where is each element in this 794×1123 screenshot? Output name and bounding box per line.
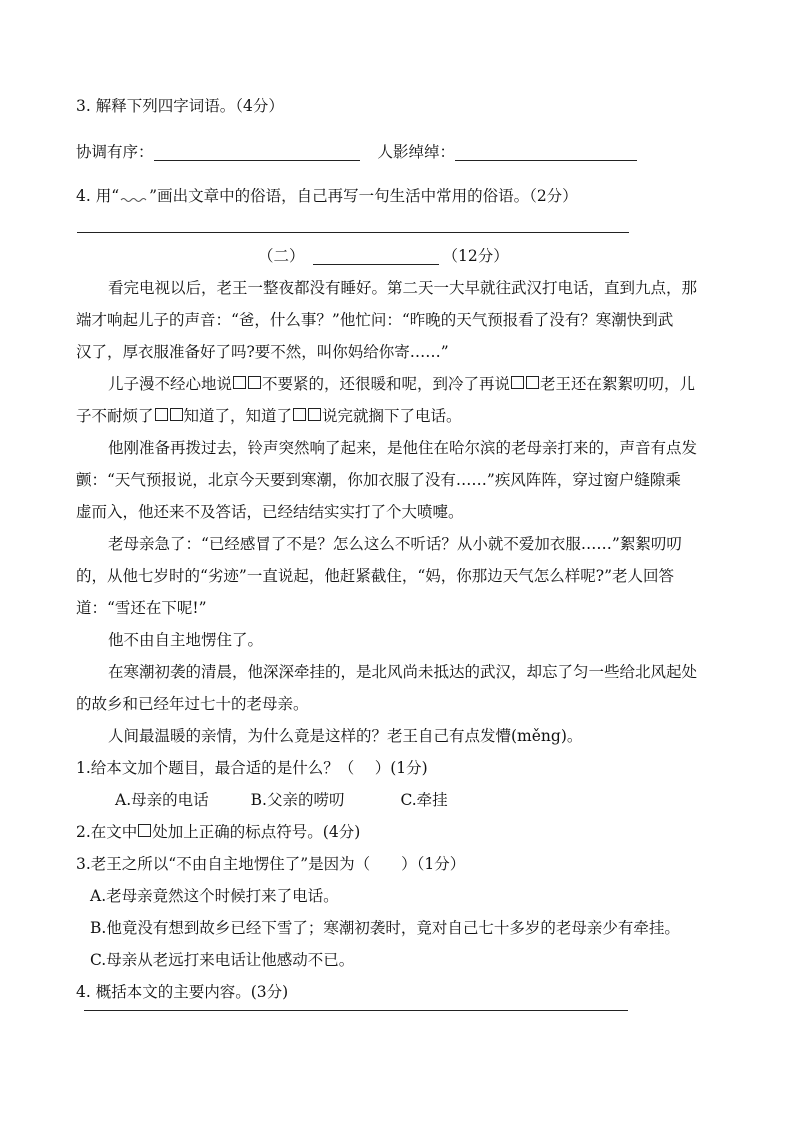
question-3-option-a[interactable]: A.老母亲竟然这个时候打来了电话。 xyxy=(90,887,339,905)
option-c[interactable]: C.牵挂 xyxy=(400,791,448,809)
question-4-heading: 4. 用“ ”画出文章中的俗语，自己再写一句生活中常用的俗语。（2分） xyxy=(76,187,578,205)
question-3: 3.老王之所以“不由自主地愣住了”是因为（ ）（1分） xyxy=(76,855,466,873)
passage-line: 他刚准备再拨过去，铃声突然响了起来，是他住在哈尔滨的老母亲打来的，声音有点发 xyxy=(108,439,698,457)
punctuation-box[interactable] xyxy=(248,376,261,389)
punctuation-box[interactable] xyxy=(511,376,524,389)
passage-line: 汉了，厚衣服准备好了吗?要不然，叫你妈给你寄……” xyxy=(76,343,449,361)
passage-line: 人间最温暖的亲情，为什么竟是这样的？老王自己有点发懵(měng)。 xyxy=(108,727,583,745)
passage-line: 看完电视以后，老王一整夜都没有睡好。第二天一大早就往武汉打电话，直到九点，那 xyxy=(108,279,698,297)
question-3-heading: 3. 解释下列四字词语。（4分） xyxy=(76,97,284,115)
question-3-terms-row xyxy=(76,142,637,162)
passage-line: 老母亲急了：“已经感冒了不是？怎么这么不听话？从小就不爱加衣服……”絮絮叨叨 xyxy=(108,535,682,553)
option-b[interactable]: B.父亲的唠叨 xyxy=(250,791,345,809)
punctuation-box[interactable] xyxy=(170,408,183,421)
punctuation-box[interactable] xyxy=(233,376,246,389)
question-4: 4. 概括本文的主要内容。(3分) xyxy=(76,983,289,1001)
punctuation-box-icon xyxy=(138,824,151,837)
term-label-2: 人影绰绰： xyxy=(377,143,456,161)
punctuation-box[interactable] xyxy=(293,408,306,421)
question-1: 1.给本文加个题目，最合适的是什么？（ ）(1分) xyxy=(76,759,428,777)
passage-line: 颤：“天气预报说，北京今天要到寒潮，你加衣服了没有……”疾风阵阵，穿过窗户缝隙乘 xyxy=(76,471,681,489)
answer-blank-term-1[interactable] xyxy=(154,144,360,161)
passage-line: 他不由自主地愣住了。 xyxy=(108,631,264,649)
term-label-1: 协调有序： xyxy=(76,143,154,161)
passage-line: 道：“雪还在下呢!” xyxy=(76,599,207,617)
question-1-options xyxy=(115,790,448,810)
passage-line: 虚而入，他还来不及答话，已经结结实实打了个大喷嚏。 xyxy=(76,503,464,521)
question-3-option-b[interactable]: B.他竟没有想到故乡已经下雪了；寒潮初袭时，竟对自己七十多岁的老母亲少有牵挂。 xyxy=(90,919,680,937)
answer-line-q4[interactable] xyxy=(77,232,629,233)
passage-line: 的，从他七岁时的“劣迹”一直说起，他赶紧截住，“妈，你那边天气怎么样呢?”老人回答 xyxy=(76,567,675,585)
question-2: 2.在文中 处加上正确的标点符号。(4分) xyxy=(76,823,361,841)
passage-line: 儿子漫不经心地说 不要紧的，还很暖和呢，到冷了再说 老王还在絮絮叨叨，儿 xyxy=(108,375,696,393)
wavy-underline-icon xyxy=(119,188,149,204)
passage-line: 端才响起儿子的声音：“爸，什么事？”他忙问：“昨晚的天气预报看了没有？寒潮快到武 xyxy=(76,311,674,329)
passage-line: 在寒潮初袭的清晨，他深深牵挂的，是北风尚未抵达的武汉，却忘了匀一些给北风起处 xyxy=(108,663,698,681)
punctuation-box[interactable] xyxy=(526,376,539,389)
passage-line: 的故乡和已经年过七十的老母亲。 xyxy=(76,695,309,713)
punctuation-box[interactable] xyxy=(155,408,168,421)
passage-line: 子不耐烦了 知道了，知道了 说完就搁下了电话。 xyxy=(76,407,462,425)
answer-blank-term-2[interactable] xyxy=(455,144,637,161)
section-2-heading: （二） （12分） xyxy=(258,247,509,265)
punctuation-box[interactable] xyxy=(308,408,321,421)
question-3-option-c[interactable]: C.母亲从老远打来电话让他感动不已。 xyxy=(90,951,355,969)
section-2-title-blank[interactable] xyxy=(313,248,439,265)
answer-line-summary[interactable] xyxy=(84,1010,628,1011)
option-a[interactable]: A.母亲的电话 xyxy=(115,791,209,809)
